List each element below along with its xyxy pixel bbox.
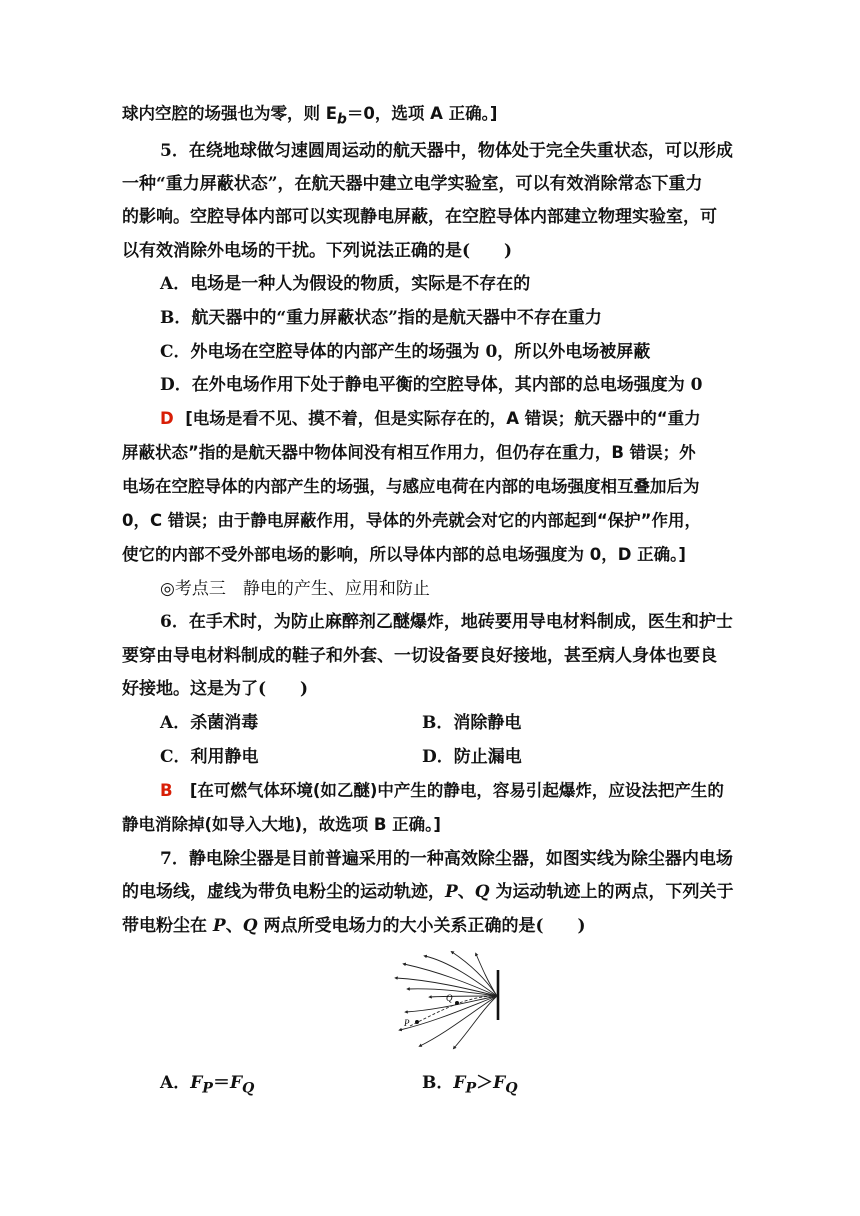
q5-explanation-line-2: 屏蔽状态”指的是航天器中物体间没有相互作用力，但仍存在重力，B 错误；外 — [122, 443, 696, 462]
q7-stem-line-2 — [122, 880, 734, 904]
q5-answer: D — [160, 409, 174, 428]
q5-option-b: B．航天器中的“重力屏蔽状态”指的是航天器中不存在重力 — [160, 308, 602, 328]
point-P — [415, 1020, 419, 1024]
q6-explanation-text-1: [在可燃气体环境(如乙醚)中产生的静电，容易引起爆炸，应设法把产生的 — [189, 781, 724, 800]
q5-stem-line-3: 的影响。空腔导体内部可以实现静电屏蔽，在空腔导体内部建立物理实验室，可 — [122, 207, 717, 227]
q7-option-a-F2: F — [229, 1073, 243, 1093]
q5-explanation-line-1 — [160, 407, 701, 431]
electric-field-figure — [390, 950, 510, 1055]
q7-option-b-sub2: Q — [505, 1080, 518, 1097]
q5-explanation-line-4: 0，C 错误；由于静电屏蔽作用，导体的外壳就会对它的内部起到“保护”作用， — [122, 511, 702, 530]
q7-option-a-sub2: Q — [242, 1080, 255, 1097]
point-Q — [455, 1001, 459, 1005]
q6-stem-line-3: 好接地。这是为了( ) — [122, 679, 309, 699]
q7-option-a-prefix: A． — [160, 1073, 191, 1093]
q5-stem-line-1: 5．在绕地球做匀速圆周运动的航天器中，物体处于完全失重状态，可以形成 — [160, 141, 733, 161]
q7-option-b-op: ＞ — [476, 1073, 494, 1093]
q7-line3-text-b: 两点所受电场力的大小关系正确的是( ) — [257, 916, 586, 936]
q5-explanation-text-1: [电场是看不见、摸不着，但是实际存在的，A 错误；航天器中的“重力 — [185, 409, 701, 428]
q5-stem-line-4: 以有效消除外电场的干扰。下列说法正确的是( ) — [122, 241, 513, 261]
q7-option-b-sub1: P — [465, 1080, 477, 1097]
q5-stem-line-2: 一种“重力屏蔽状态”，在航天器中建立电学实验室，可以有效消除常态下重力 — [122, 174, 703, 194]
label-P: P — [404, 1018, 410, 1028]
q7-line3-Q: Q — [242, 916, 258, 936]
q6-explanation-line-1 — [160, 779, 724, 803]
q7-line3-text-a: 带电粉尘在 — [122, 916, 213, 936]
q7-line2-P: P — [445, 882, 458, 902]
q5-explanation-line-3: 电场在空腔导体的内部产生的场强，与感应电荷在内部的电场强度相互叠加后为 — [122, 477, 700, 496]
q6-answer: B — [160, 781, 173, 800]
q6-option-a: A．杀菌消毒 — [160, 713, 259, 733]
q7-line3-sep: 、 — [225, 916, 243, 936]
q7-option-b-F1: F — [453, 1073, 466, 1093]
label-Q: Q — [446, 993, 453, 1003]
q7-option-a-F1: F — [190, 1073, 203, 1093]
q6-explanation-line-2: 静电消除掉(如导入大地)，故选项 B 正确。] — [122, 815, 441, 834]
prev-explanation-text: 球内空腔的场强也为零，则 E — [122, 104, 338, 123]
q7-line2-sep: 、 — [457, 882, 475, 902]
q7-stem-line-1: 7．静电除尘器是目前普遍采用的一种高效除尘器，如图实线为除尘器内电场 — [160, 849, 733, 869]
q6-stem-line-1: 6．在手术时，为防止麻醉剂乙醚爆炸，地砖要用导电材料制成，医生和护士 — [160, 612, 733, 632]
q5-explanation-line-5: 使它的内部不受外部电场的影响，所以导体内部的总电场强度为 0，D 正确。] — [122, 545, 686, 564]
q5-option-c: C．外电场在空腔导体的内部产生的场强为 0，所以外电场被屏蔽 — [160, 342, 651, 362]
q6-option-d: D．防止漏电 — [422, 747, 522, 767]
q7-stem-line-3 — [122, 914, 586, 938]
q6-stem-line-2: 要穿由导电材料制成的鞋子和外套、一切设备要良好接地，甚至病人身体也要良 — [122, 646, 717, 666]
q7-line2-Q: Q — [474, 882, 490, 902]
q7-line2-text-b: 为运动轨迹上的两点，下列关于 — [489, 882, 734, 902]
q7-line2-text-a: 的电场线，虚线为带负电粉尘的运动轨迹， — [122, 882, 445, 902]
prev-explanation-sub: b — [337, 111, 347, 128]
prev-explanation-tail: ＝0，选项 A 正确。] — [346, 104, 498, 123]
q7-option-a-sub1: P — [202, 1080, 213, 1097]
q7-option-b — [422, 1071, 518, 1100]
prev-explanation-end — [122, 102, 497, 131]
q7-line3-P: P — [212, 916, 226, 936]
q7-option-b-F2: F — [493, 1073, 506, 1093]
q7-option-a — [160, 1071, 254, 1100]
q5-option-a: A．电场是一种人为假设的物质，实际是不存在的 — [160, 274, 531, 294]
section-heading: ◎考点三 静电的产生、应用和防止 — [160, 579, 430, 599]
q5-option-d: D．在外电场作用下处于静电平衡的空腔导体，其内部的总电场强度为 0 — [160, 375, 703, 395]
q7-option-a-op: ＝ — [212, 1073, 230, 1093]
q6-option-b: B．消除静电 — [422, 713, 522, 733]
q7-option-b-prefix: B． — [422, 1073, 454, 1093]
q6-option-c: C．利用静电 — [160, 747, 259, 767]
